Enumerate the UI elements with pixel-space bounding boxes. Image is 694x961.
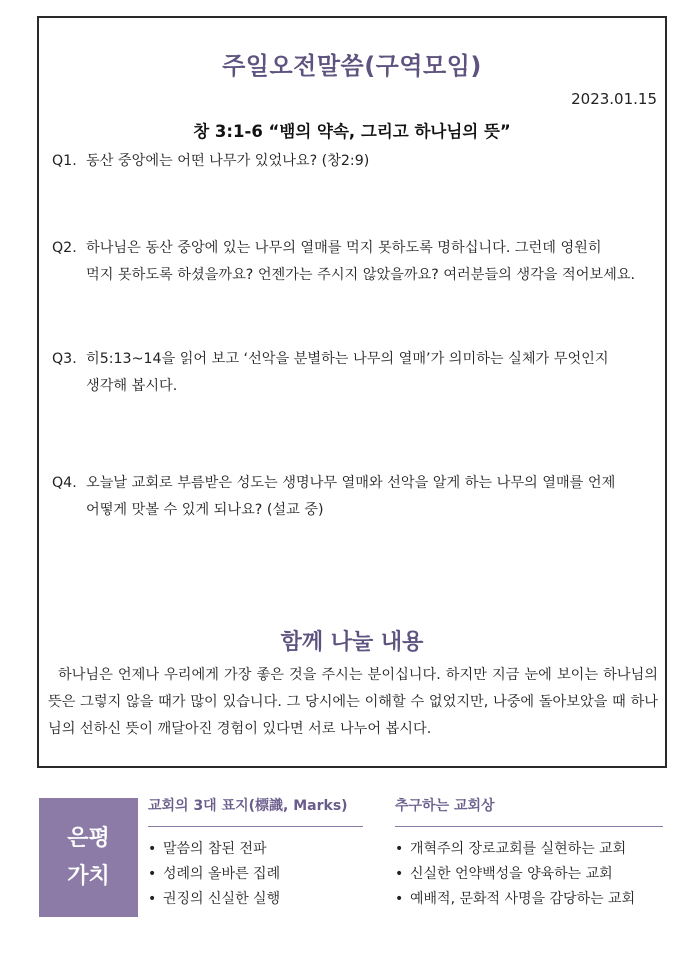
date-label: 2023.01.15	[571, 90, 657, 108]
church-vision-title: 추구하는 교회상	[395, 796, 663, 827]
church-vision-section	[395, 796, 663, 912]
list-item: • 예배적, 문화적 사명을 감당하는 교회	[395, 887, 663, 912]
list-item: • 개혁주의 장로교회를 실현하는 교회	[395, 837, 663, 862]
badge-line-1: 은평	[67, 825, 110, 851]
marks-section	[148, 796, 363, 912]
marks-list	[148, 837, 363, 912]
list-item: • 성례의 올바른 집례	[148, 862, 363, 887]
list-item: • 권징의 신실한 실행	[148, 887, 363, 912]
scripture-heading: 창 3:1-6 “뱀의 약속, 그리고 하나님의 뜻”	[193, 122, 511, 141]
question-text: 하나님은 동산 중앙에 있는 나무의 열매를 먹지 못하도록 명하십니다. 그런데 영원히	[86, 240, 602, 256]
worksheet-frame	[37, 16, 667, 768]
list-item: • 말씀의 참된 전파	[148, 837, 363, 862]
question-4	[52, 470, 662, 524]
question-3	[52, 346, 662, 400]
share-title: 함께 나눌 내용	[280, 630, 424, 655]
church-vision-list	[395, 837, 663, 912]
question-text: 어떻게 맛볼 수 있게 되나요? (설교 중)	[86, 502, 324, 518]
question-text: 오늘날 교회로 부름받은 성도는 생명나무 열매와 선악을 알게 하는 나무의 열매를 언제	[86, 475, 616, 491]
question-2	[52, 235, 662, 289]
question-text: 히5:13~14을 읽어 보고 ‘선악을 분별하는 나무의 열매’가 의미하는 실체가 무엇인지	[86, 351, 609, 367]
question-1	[52, 148, 662, 175]
list-item: • 신실한 언약백성을 양육하는 교회	[395, 862, 663, 887]
values-badge	[39, 798, 138, 917]
question-text: 먹지 못하도록 하셨을까요? 언젠가는 주시지 않았을까요? 여러분들의 생각을 적어보세요.	[86, 267, 636, 283]
question-text: 생각해 봅시다.	[86, 378, 178, 394]
marks-title: 교회의 3대 표지(標識, Marks)	[148, 796, 363, 827]
share-body: 하나님은 언제나 우리에게 가장 좋은 것을 주시는 분이십니다. 하지만 지금 눈에 보이는 하나님의 뜻은 그렇지 않을 때가 많이 있습니다. 그 당시에는 이해할 수 없었지만, 나중에 돌아보았을 때 하나님의 선하신 뜻이 깨달아진 경험이 있다면 서로 나누어 봅시다.	[48, 667, 658, 737]
question-number: Q4.	[52, 475, 77, 491]
question-number: Q1.	[52, 153, 77, 169]
badge-line-2: 가치	[67, 863, 110, 889]
question-number: Q2.	[52, 240, 77, 256]
page-title: 주일오전말씀(구역모임)	[222, 52, 482, 80]
question-number: Q3.	[52, 351, 77, 367]
question-text: 동산 중앙에는 어떤 나무가 있었나요? (창2:9)	[86, 153, 370, 169]
